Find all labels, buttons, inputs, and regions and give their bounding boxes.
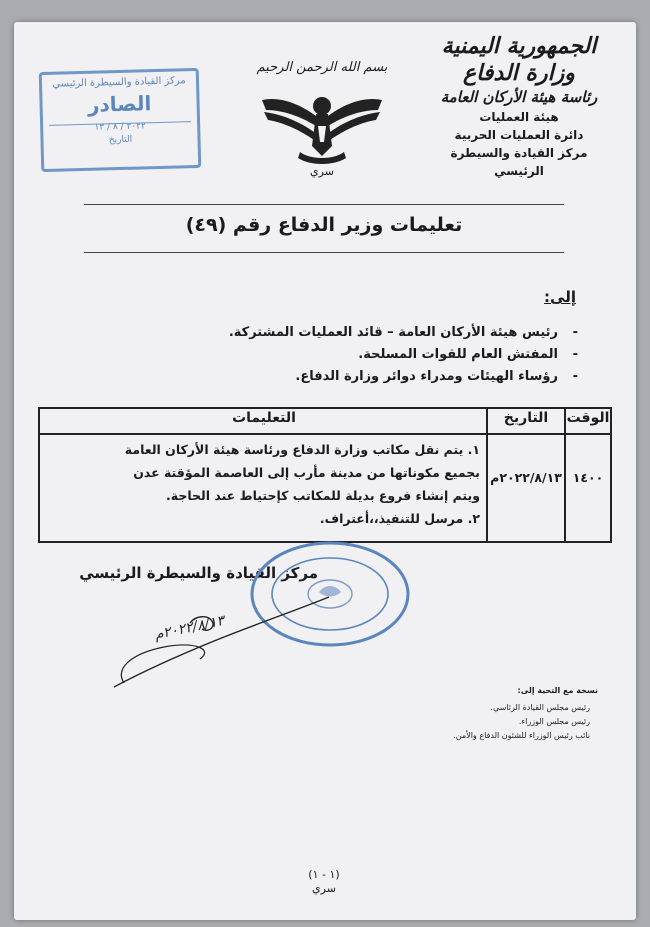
title-bottom-rule [84,252,564,253]
letterhead [424,32,614,180]
signature-date: ٢٠٢٢/٨/١٣م [153,612,226,644]
instruction-line: ١. يتم نقل مكاتب وزارة الدفاع ورئاسة هيئة الأركان العامة [124,442,480,457]
cell-date: ٢٠٢٢/٨/١٣م [490,470,562,485]
copy-recipient: نائب رئيس الوزراء للشئون الدفاع والأمن. [453,731,590,740]
letterhead-center: مركز القيادة والسيطرة الرئيسي [450,146,588,178]
letterhead-authority: هيئة العمليات [479,110,559,124]
copies-title: نسخة مع التحية إلى: [517,686,598,695]
classification-label: سري [310,165,334,178]
header-date: التاريخ [503,410,549,426]
eagle-emblem-icon [260,86,384,170]
copy-recipient: رئيس مجلس الوزراء. [518,717,590,726]
stamp-outgoing: الصادر [87,91,152,117]
basmala: بسم الله الرحمن الرحيم [256,60,388,75]
addressee-item: -رئيس هيئة الأركان العامة – قائد العمليات المشتركة. [228,325,578,340]
instruction-line: ويتم إنشاء فروع بديلة للمكاتب كإحتياط عند الحاجة. [166,488,480,503]
page-number: (١ - ١) [308,868,340,881]
addressee-item: -المفتش العام للقوات المسلحة. [358,347,578,362]
letterhead-country: الجمهورية اليمنية [441,33,597,59]
stamp-date: ٢٠٢٢ / ٨ / ١٣ [94,121,146,133]
to-label: إلى: [544,288,576,306]
header-time: الوقت [566,410,610,426]
title-top-rule [84,204,564,205]
instruction-line: ٢. مرسل للتنفيذ،،أعتراف. [319,511,480,526]
stamp-office: مركز القيادة والسيطرة الرئيسي [52,75,186,90]
addressee-item: -رؤساء الهيئات ومدراء دوائر وزارة الدفاع. [295,369,578,384]
document-title: تعليمات وزير الدفاع رقم (٤٩) [185,214,463,236]
stamp-date-label: التاريخ [108,134,133,146]
signature-office: مركز القيادة والسيطرة الرئيسي [79,564,318,582]
instruction-line: بجميع مكوناتها من مدينة مأرب إلى العاصمة المؤقتة عدن [133,465,480,480]
handwritten-signature-icon [104,587,334,697]
classification-footer: سري [312,882,336,895]
cell-time: ١٤٠٠ [572,470,604,485]
outgoing-stamp [39,68,202,172]
document-page [14,22,636,920]
letterhead-department: دائرة العمليات الحربية [454,128,584,142]
header-instructions: التعليمات [232,410,296,426]
letterhead-general-staff: رئاسة هيئة الأركان العامة [440,88,598,106]
letterhead-ministry: وزارة الدفاع [463,60,575,86]
instructions-table [38,407,612,543]
copy-recipient: رئيس مجلس القيادة الرئاسي. [490,703,590,712]
